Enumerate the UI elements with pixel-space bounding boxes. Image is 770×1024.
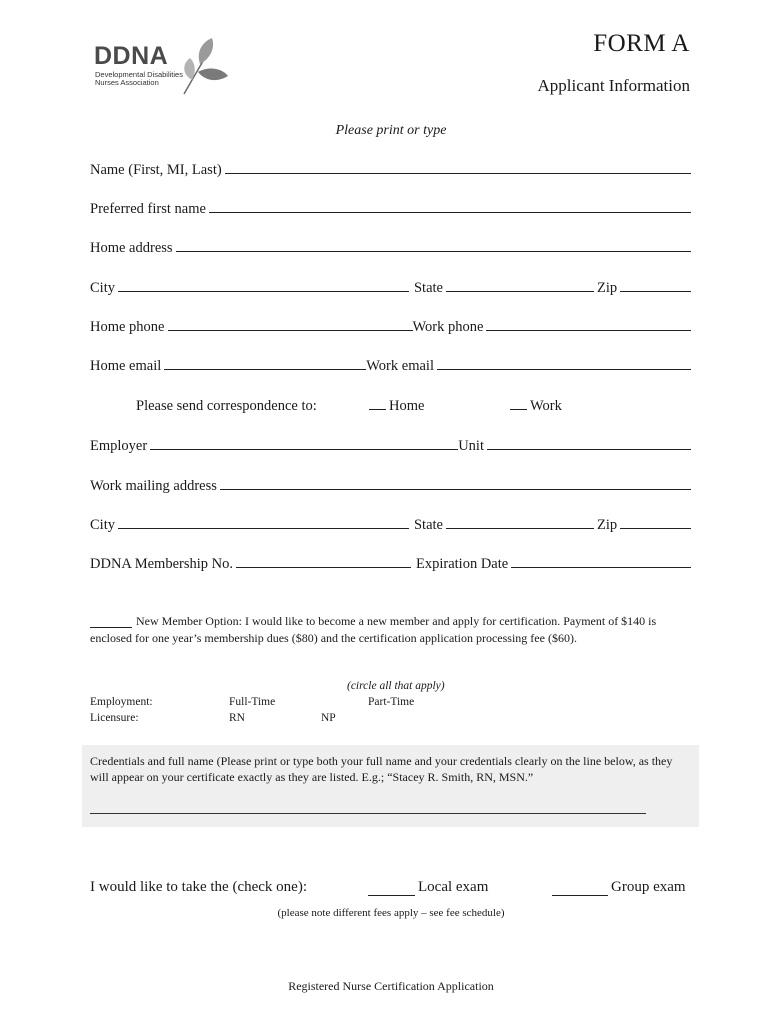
unit-field[interactable] [487, 449, 691, 450]
employer-label: Employer [90, 438, 148, 454]
zip-label: Zip [596, 280, 618, 296]
state-label: State [413, 280, 443, 296]
city-label: City [90, 280, 115, 296]
membership-field[interactable] [236, 567, 411, 568]
credentials-field[interactable] [90, 813, 646, 814]
part-time-option[interactable]: Part-Time [368, 696, 415, 708]
correspondence-label: Please send correspondence to: [136, 398, 317, 414]
home-address-row [90, 236, 691, 256]
work-state-field[interactable] [446, 528, 594, 529]
np-option[interactable]: NP [321, 712, 336, 724]
new-member-checkbox[interactable] [90, 627, 132, 628]
home-phone-field[interactable] [168, 330, 413, 331]
work-mailing-label: Work mailing address [90, 478, 217, 494]
home-address-field[interactable] [176, 251, 691, 252]
work-mailing-field[interactable] [220, 489, 691, 490]
work-zip-field[interactable] [620, 528, 691, 529]
home-option-label: Home [389, 398, 425, 414]
credentials-instructions [90, 753, 690, 785]
employer-field[interactable] [150, 449, 458, 450]
home-checkbox[interactable] [369, 409, 386, 410]
full-time-option[interactable]: Full-Time [229, 696, 276, 708]
correspondence-row [136, 394, 696, 414]
home-email-field[interactable] [164, 369, 366, 370]
circle-note: (circle all that apply) [347, 680, 445, 692]
preferred-name-label: Preferred first name [90, 201, 206, 217]
logo-subtitle-line2: Nurses Association [95, 78, 159, 87]
group-exam-checkbox[interactable] [552, 895, 608, 896]
local-exam-label: Local exam [418, 879, 489, 895]
work-phone-field[interactable] [486, 330, 691, 331]
email-row [90, 354, 691, 374]
leaf-icon [178, 36, 230, 98]
city-field[interactable] [118, 291, 409, 292]
home-address-label: Home address [90, 240, 173, 256]
work-email-label: Work email [366, 358, 434, 374]
work-city-label: City [90, 517, 115, 533]
preferred-name-row [90, 197, 691, 217]
work-checkbox[interactable] [510, 409, 527, 410]
logo-subtitle [95, 71, 183, 87]
local-exam-checkbox[interactable] [368, 895, 415, 896]
new-member-line2: enclosed for one year’s membership dues ($80) and the certification application processing fee ($60). [90, 631, 577, 645]
credentials-line2: will appear on your certificate exactly as they are listed. E.g.; “Stacey R. Smith, RN, MSN.” [90, 770, 534, 784]
work-city-field[interactable] [118, 528, 409, 529]
phone-row [90, 315, 691, 335]
work-phone-label: Work phone [412, 319, 484, 335]
name-row [90, 158, 691, 178]
expiration-label: Expiration Date [415, 556, 509, 572]
work-option-label: Work [530, 398, 562, 414]
work-mailing-row [90, 474, 691, 494]
form-subtitle: Applicant Information [537, 76, 690, 95]
work-email-field[interactable] [437, 369, 691, 370]
work-city-state-zip-row [90, 513, 691, 533]
group-exam-label: Group exam [611, 879, 686, 895]
employment-label: Employment: [90, 696, 153, 708]
membership-label: DDNA Membership No. [90, 556, 233, 572]
zip-field[interactable] [620, 291, 691, 292]
work-zip-label: Zip [596, 517, 618, 533]
credentials-line1: Credentials and full name (Please print or type both your full name and your credentials clearly on the line below, as they [90, 754, 673, 768]
state-field[interactable] [446, 291, 594, 292]
new-member-line1: New Member Option: I would like to become a new member and apply for certification. Payment of $140 is [136, 614, 657, 628]
logo-subtitle-line1: Developmental Disabilities [95, 70, 183, 79]
city-state-zip-row [90, 276, 691, 296]
exam-label: I would like to take the (check one): [90, 879, 308, 895]
footer-title: Registered Nurse Certification Application [288, 979, 494, 993]
work-state-label: State [413, 517, 443, 533]
membership-row [90, 552, 691, 572]
print-note: Please print or type [335, 123, 447, 138]
name-field[interactable] [225, 173, 691, 174]
licensure-label: Licensure: [90, 712, 139, 724]
logo-brand: DDNA [94, 42, 169, 70]
home-phone-label: Home phone [90, 319, 165, 335]
unit-label: Unit [458, 438, 484, 454]
employer-row [90, 434, 691, 454]
preferred-name-field[interactable] [209, 212, 691, 213]
form-title: FORM A [593, 30, 690, 57]
expiration-field[interactable] [511, 567, 691, 568]
credentials-box [82, 745, 699, 827]
home-email-label: Home email [90, 358, 162, 374]
rn-option[interactable]: RN [229, 712, 245, 724]
exam-fee-note: (please note different fees apply – see fee schedule) [277, 907, 505, 919]
name-label: Name (First, MI, Last) [90, 162, 222, 178]
